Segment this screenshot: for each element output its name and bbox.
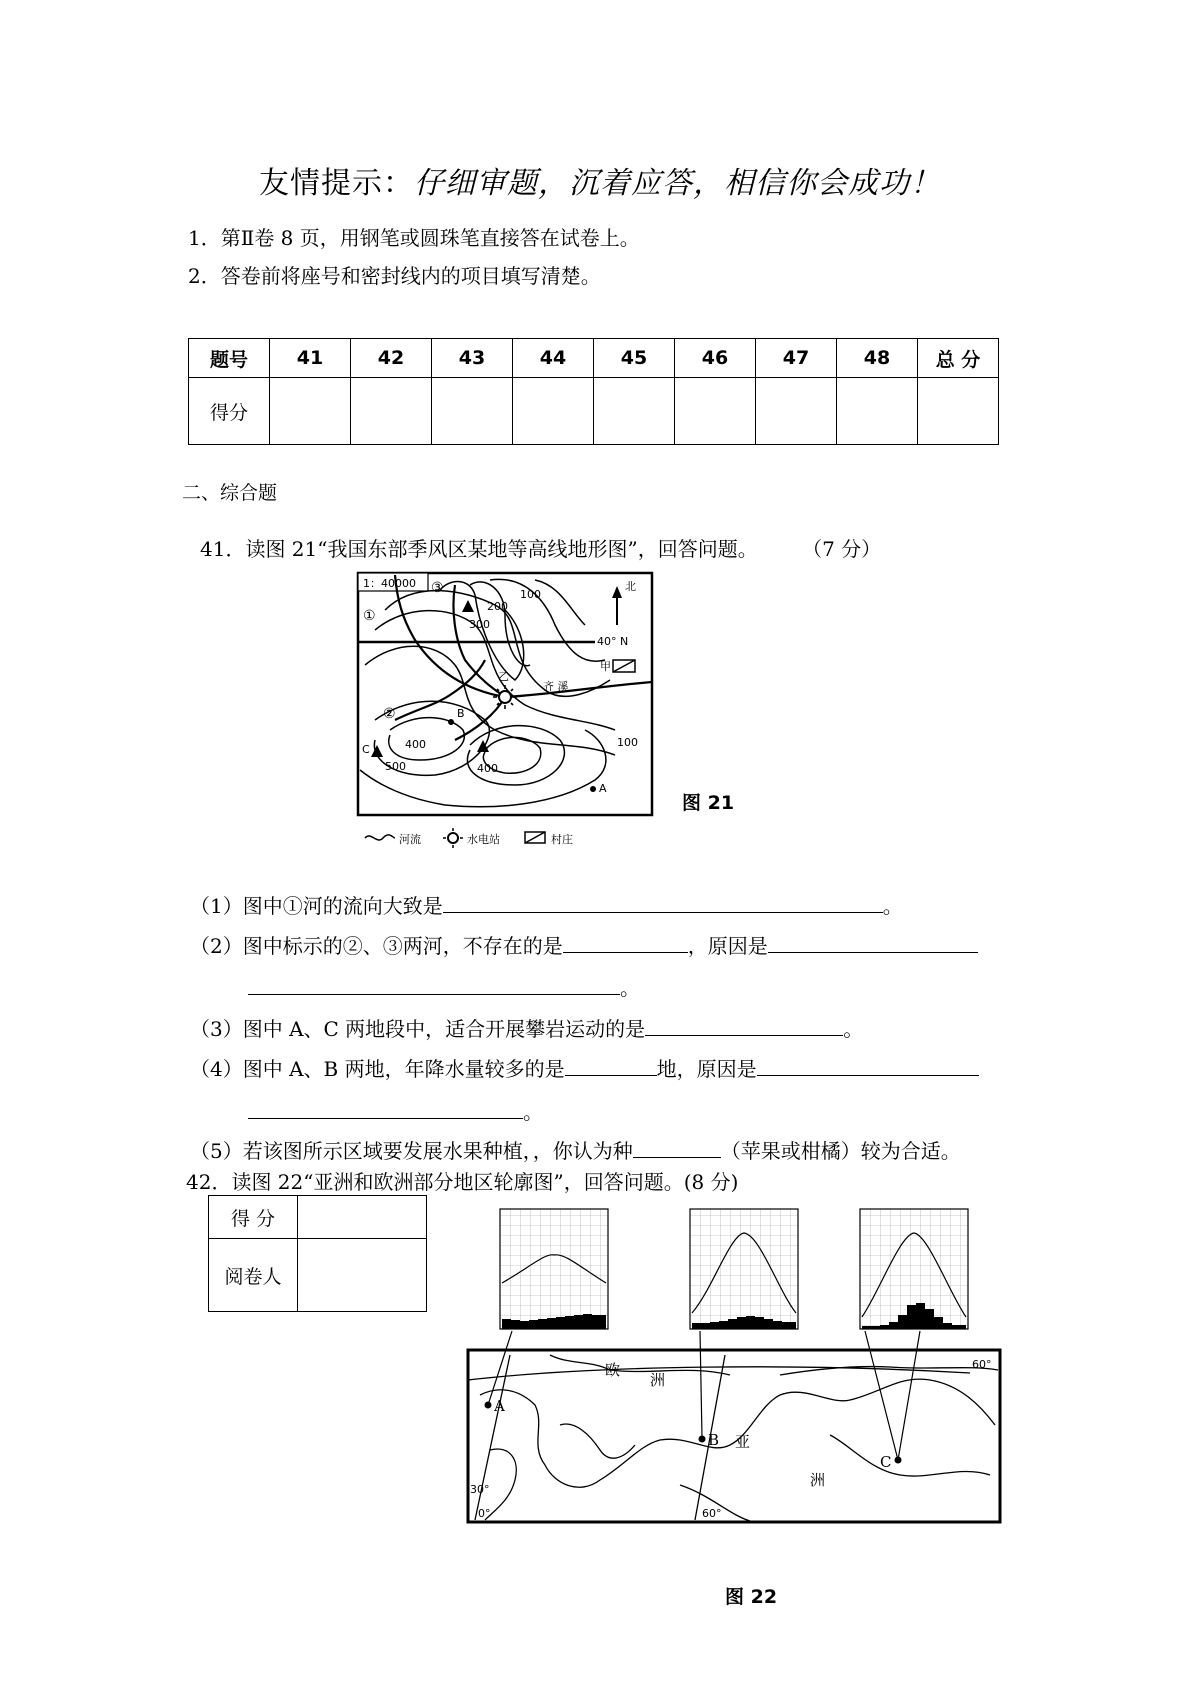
map-label-ya: 亚 bbox=[735, 1433, 751, 1451]
instruction-2: 2．答卷前将座号和密封线内的项目填写清楚。 bbox=[188, 264, 601, 288]
grader-name-label: 阅卷人 bbox=[209, 1239, 298, 1312]
score-cell[interactable] bbox=[837, 378, 918, 445]
score-header-41: 41 bbox=[270, 339, 351, 378]
q41-sub4-end: 。 bbox=[523, 1100, 543, 1124]
climate-chart-c bbox=[860, 1209, 968, 1329]
score-header-total: 总 分 bbox=[918, 339, 999, 378]
instruction-1: 1．第Ⅱ卷 8 页，用钢笔或圆珠笔直接答在试卷上。 bbox=[188, 226, 640, 250]
river-label-1: ① bbox=[363, 608, 376, 624]
q41-sub4 bbox=[190, 1053, 979, 1082]
map-point-b-label: B bbox=[708, 1431, 720, 1449]
village-icon-hatch bbox=[613, 660, 635, 672]
legend-hydropower-label: 水电站 bbox=[467, 833, 500, 846]
north-arrow-head-icon bbox=[612, 586, 622, 598]
q41-sub2 bbox=[190, 930, 978, 959]
figure-21-label: 图 21 bbox=[682, 792, 735, 814]
legend-river-label: 河流 bbox=[399, 833, 421, 846]
q41-points: （7 分） bbox=[802, 537, 882, 561]
q41-stem-text: 41．读图 21“我国东部季风区某地等高线地形图”，回答问题。 bbox=[200, 537, 758, 561]
map-point-c-label: C bbox=[880, 1453, 892, 1471]
q41-sub3-end: 。 bbox=[843, 1017, 864, 1041]
point-a-label: A bbox=[599, 782, 607, 795]
map-lon-0: 0° bbox=[478, 1507, 491, 1520]
outline-map-frame bbox=[468, 1350, 1000, 1522]
score-header-47: 47 bbox=[756, 339, 837, 378]
score-cell[interactable] bbox=[918, 378, 999, 445]
figure-22-label: 图 22 bbox=[725, 1586, 778, 1608]
contour-label: 400 bbox=[405, 738, 426, 751]
score-header-48: 48 bbox=[837, 339, 918, 378]
q41-sub3-text: （3）图中 A、C 两地段中，适合开展攀岩运动的是 bbox=[190, 1017, 646, 1041]
score-header-43: 43 bbox=[432, 339, 513, 378]
legend-village-hatch bbox=[525, 832, 545, 843]
q41-sub4-mid: 地，原因是 bbox=[656, 1057, 757, 1081]
village-mark: 甲 bbox=[600, 660, 611, 673]
map-lon-60: 60° bbox=[702, 1507, 722, 1520]
legend-river-icon bbox=[365, 835, 395, 840]
map-label-zhou1: 洲 bbox=[650, 1371, 666, 1389]
grader-score-cell[interactable] bbox=[298, 1196, 427, 1239]
answer-blank[interactable] bbox=[443, 892, 883, 913]
contour-label: 500 bbox=[385, 760, 406, 773]
answer-blank[interactable] bbox=[757, 1055, 979, 1076]
q41-sub2-end: 。 bbox=[620, 976, 640, 1000]
score-cell[interactable] bbox=[756, 378, 837, 445]
answer-blank[interactable] bbox=[248, 974, 620, 995]
figure-21-contour-map bbox=[355, 570, 715, 860]
label-yi: 乙 bbox=[498, 670, 509, 683]
score-header-42: 42 bbox=[351, 339, 432, 378]
score-cell[interactable] bbox=[675, 378, 756, 445]
q41-sub5-end: （苹果或柑橘）较为合适。 bbox=[720, 1139, 961, 1163]
score-table bbox=[188, 338, 999, 445]
title-lead: 友情提示： bbox=[259, 166, 414, 201]
q41-sub4-cont bbox=[248, 1096, 543, 1125]
climate-chart-b bbox=[690, 1209, 798, 1329]
score-row-label: 得分 bbox=[189, 378, 270, 445]
q41-sub5-text: （5）若该图所示区域要发展水果种植，，你认为种 bbox=[190, 1139, 633, 1163]
legend-village-label: 村庄 bbox=[551, 833, 573, 846]
q41-sub4-text: （4）图中 A、B 两地，年降水量较多的是 bbox=[190, 1057, 565, 1081]
peak-icon bbox=[462, 600, 474, 612]
point-b-label: B bbox=[457, 707, 465, 720]
q41-sub2-text: （2）图中标示的②、③两河，不存在的是 bbox=[190, 934, 563, 958]
grader-table bbox=[208, 1195, 427, 1312]
map-point-a-marker bbox=[485, 1402, 492, 1409]
q41-sub1 bbox=[190, 890, 903, 919]
score-header-46: 46 bbox=[675, 339, 756, 378]
q41-stem bbox=[200, 533, 881, 562]
contour-label: 200 bbox=[487, 600, 508, 613]
map-point-c-marker bbox=[895, 1457, 902, 1464]
q41-sub1-text: （1）图中①河的流向大致是 bbox=[190, 894, 443, 918]
contour-label: 100 bbox=[617, 736, 638, 749]
q41-sub1-end: 。 bbox=[882, 894, 903, 918]
score-header-label: 题号 bbox=[189, 339, 270, 378]
q41-sub2-cont bbox=[248, 972, 640, 1001]
q41-sub5 bbox=[190, 1135, 961, 1164]
grader-score-label: 得 分 bbox=[209, 1196, 298, 1239]
score-cell[interactable] bbox=[432, 378, 513, 445]
q41-sub2-mid: ，原因是 bbox=[687, 934, 768, 958]
map-point-a-label: A bbox=[494, 1397, 505, 1415]
contour-label: 100 bbox=[520, 588, 541, 601]
score-cell[interactable] bbox=[351, 378, 432, 445]
figure-22 bbox=[450, 1195, 1040, 1560]
climate-chart-a bbox=[500, 1209, 608, 1329]
answer-blank[interactable] bbox=[768, 932, 978, 953]
answer-blank[interactable] bbox=[563, 932, 688, 953]
map-lat-60: 60° bbox=[972, 1358, 992, 1371]
point-b-marker bbox=[448, 719, 454, 725]
map-label-zhou2: 洲 bbox=[810, 1471, 826, 1489]
q42-stem: 42．读图 22“亚洲和欧洲部分地区轮廓图”，回答问题。(8 分) bbox=[186, 1170, 739, 1194]
north-label: 北 bbox=[625, 580, 636, 593]
score-header-44: 44 bbox=[513, 339, 594, 378]
river-label-2: ② bbox=[383, 706, 396, 722]
peak-icon bbox=[371, 745, 383, 757]
map-point-b-marker bbox=[699, 1436, 706, 1443]
answer-blank[interactable] bbox=[633, 1137, 721, 1158]
hydropower-station-icon bbox=[499, 691, 511, 703]
score-cell[interactable] bbox=[513, 378, 594, 445]
answer-blank[interactable] bbox=[565, 1055, 657, 1076]
map-scale: 1：40000 bbox=[363, 577, 416, 590]
score-header-45: 45 bbox=[594, 339, 675, 378]
map-lat-30: 30° bbox=[470, 1483, 490, 1496]
contour-label: 300 bbox=[469, 618, 490, 631]
page-title bbox=[0, 158, 1200, 202]
q41-sub3 bbox=[190, 1013, 863, 1042]
section-title: 二、综合题 bbox=[182, 482, 278, 504]
answer-blank[interactable] bbox=[248, 1098, 523, 1119]
score-cell[interactable] bbox=[594, 378, 675, 445]
river-name: 齐 溪 bbox=[543, 680, 569, 693]
score-cell[interactable] bbox=[270, 378, 351, 445]
grader-name-cell[interactable] bbox=[298, 1239, 427, 1312]
point-a-marker bbox=[590, 786, 596, 792]
legend-hydropower-icon bbox=[448, 833, 458, 843]
latitude-label: 40° N bbox=[597, 635, 629, 648]
point-c-label: C bbox=[362, 743, 370, 756]
river-label-3: ③ bbox=[431, 580, 444, 596]
answer-blank[interactable] bbox=[645, 1015, 843, 1036]
contour-label: 400 bbox=[477, 762, 498, 775]
map-label-ou: 欧 bbox=[605, 1361, 621, 1379]
title-rest: 仔细审题，沉着应答，相信你会成功！ bbox=[414, 166, 941, 201]
